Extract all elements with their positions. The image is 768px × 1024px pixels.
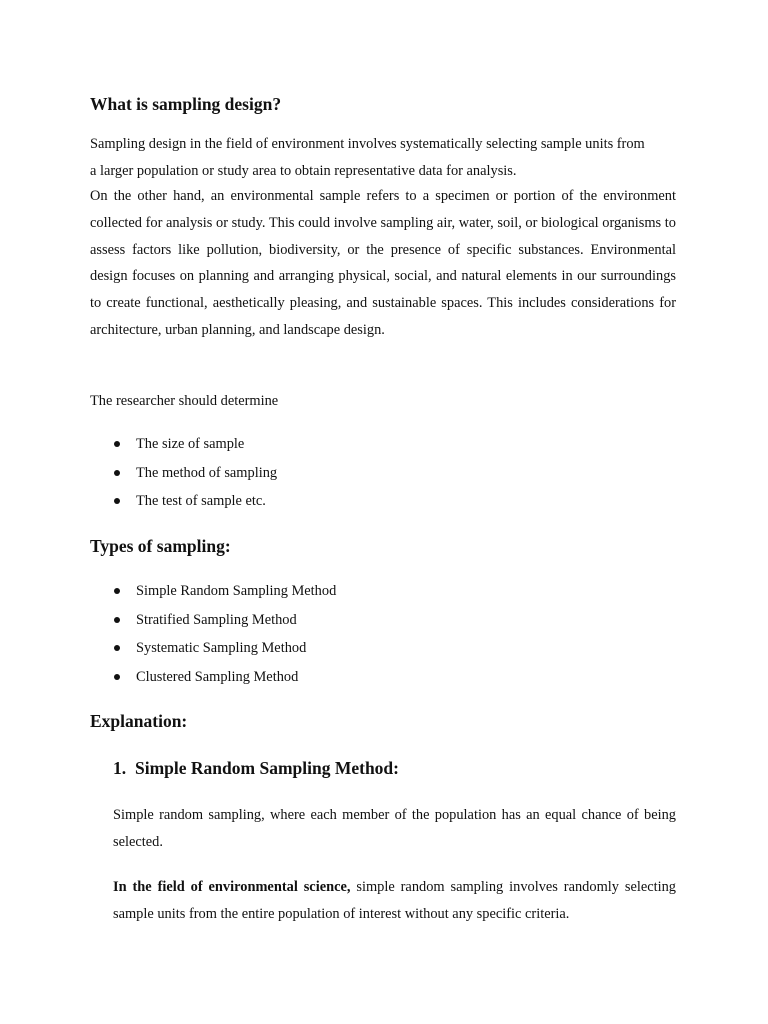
paragraph-environmental-sample: On the other hand, an environmental sample refers to a specimen or portion of the environment collected for analysis or study. This could involve sampling air, water, soil, or biological organisms to assess factors like pollution, biodiversity, or the presence of specific substances. Environmental design focuses on planning and arranging physical, social, and natural elements in our surroundings to create functional, aesthetically pleasing, and sustainable spaces. This includes considerations for architecture, urban planning, and landscape design. [90,188,676,338]
list-item: Stratified Sampling Method [90,613,336,642]
heading-explanation: Explanation: [90,711,188,731]
list-item: The test of sample etc. [90,494,277,523]
bullet-icon [114,588,120,594]
researcher-intro: The researcher should determine [90,393,279,409]
heading-types-of-sampling: Types of sampling: [90,536,231,556]
bullet-icon [114,674,120,680]
subheading-simple-random-sampling [113,760,399,778]
subheading-number: 1. [113,758,127,778]
list-item: The method of sampling [90,466,277,495]
list-item: Simple Random Sampling Method [90,584,336,613]
list-item: Systematic Sampling Method [90,641,336,670]
paragraph-sampling-design-line2: a larger population or study area to obtain representative data for analysis. [90,163,517,179]
list-item: The size of sample [90,437,277,466]
paragraph-sampling-design-line1: Sampling design in the field of environment involves systematically selecting sample units from [90,136,645,152]
paragraph-environmental-science [113,874,676,928]
types-list [90,584,336,698]
bullet-icon [114,470,120,476]
bold-lead-in: In the field of environmental science, [113,879,351,895]
bullet-icon [114,498,120,504]
subheading-title: Simple Random Sampling Method: [135,758,399,778]
paragraph-rest: simple random sampling involves randomly selecting sample units from the entire population of interest without any specific criteria. [113,879,677,922]
list-item: Clustered Sampling Method [90,670,336,699]
heading-what-is-sampling-design: What is sampling design? [90,94,282,114]
paragraph-simple-random-sampling: Simple random sampling, where each member of the population has an equal chance of being selected. [113,807,676,850]
determine-list [90,437,277,523]
bullet-icon [114,441,120,447]
bullet-icon [114,645,120,651]
bullet-icon [114,617,120,623]
